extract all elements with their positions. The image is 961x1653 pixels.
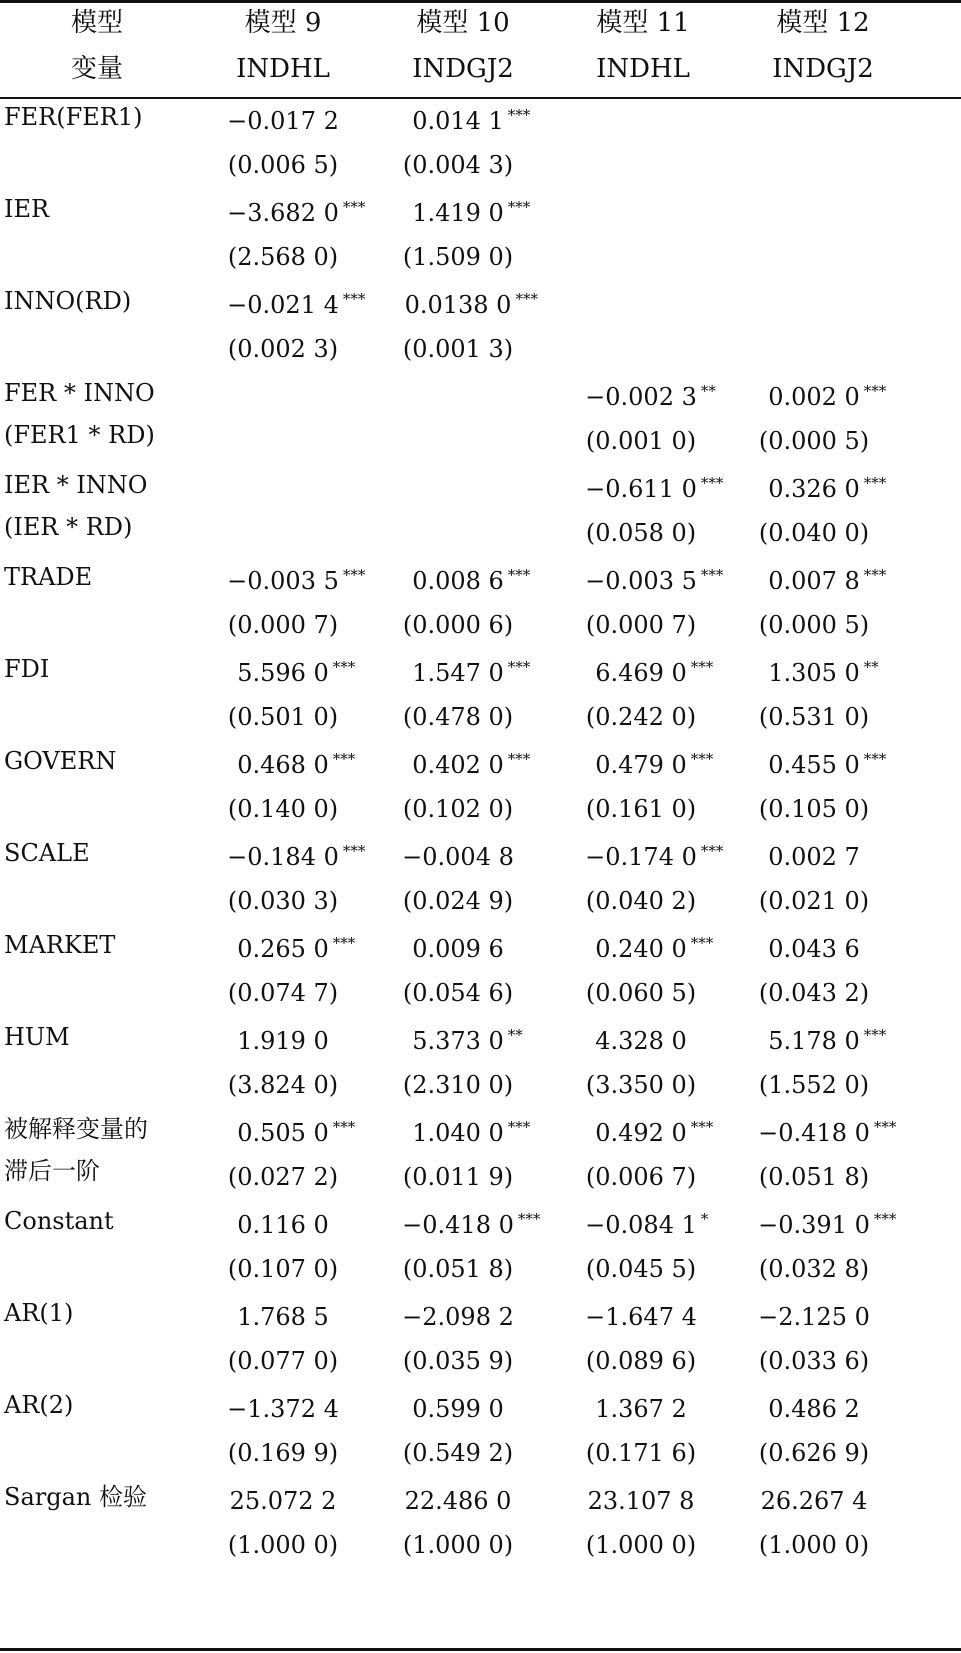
row-label: MARKET (4, 931, 116, 959)
significance-stars: * (700, 1210, 709, 1228)
significance-stars: *** (507, 750, 531, 768)
header-model-cell: 模型 9 (244, 8, 322, 38)
std-error-value: (0.035 9) (402, 1347, 514, 1375)
std-error-value: (0.060 5) (585, 979, 697, 1007)
table-bottom-rule (0, 1648, 961, 1651)
significance-stars: *** (507, 198, 531, 216)
coef-value: −0.002 3 ** (585, 382, 697, 412)
std-error-value: (0.531 0) (758, 703, 870, 731)
coef-value: 0.014 1 *** (412, 106, 504, 136)
coef-value: 0.492 0 *** (595, 1118, 687, 1148)
significance-stars: *** (690, 658, 714, 676)
std-error-value: (0.006 7) (585, 1163, 697, 1191)
std-error-value: (0.171 6) (585, 1439, 697, 1467)
coef-value: −0.017 2 (227, 107, 339, 135)
significance-stars: ** (507, 1026, 523, 1044)
coef-value: 4.328 0 (595, 1027, 687, 1055)
row-label: (FER1 * RD) (4, 421, 155, 449)
header-model-cell: 模型 (70, 8, 124, 38)
coef-value: −0.611 0 *** (585, 474, 697, 504)
coef-value: 0.008 6 *** (412, 566, 504, 596)
std-error-value: (0.054 6) (402, 979, 514, 1007)
coef-value: −0.003 5 *** (585, 566, 697, 596)
coef-value: 25.072 2 (229, 1487, 337, 1515)
coef-value: −0.174 0 *** (585, 842, 697, 872)
coef-value: 5.596 0 *** (237, 658, 329, 688)
significance-stars: *** (507, 106, 531, 124)
header-variable-cell: INDHL (596, 54, 690, 84)
coef-value: 0.505 0 *** (237, 1118, 329, 1148)
coef-value: −0.004 8 (402, 843, 514, 871)
significance-stars: *** (700, 474, 724, 492)
table-header-rule (0, 97, 961, 99)
significance-stars: *** (332, 750, 356, 768)
row-label: INNO(RD) (4, 287, 132, 315)
std-error-value: (0.024 9) (402, 887, 514, 915)
coef-value: 0.007 8 *** (768, 566, 860, 596)
std-error-value: (0.033 6) (758, 1347, 870, 1375)
std-error-value: (0.000 7) (227, 611, 339, 639)
significance-stars: *** (342, 566, 366, 584)
coef-value: 26.267 4 (760, 1487, 868, 1515)
significance-stars: *** (507, 566, 531, 584)
significance-stars: *** (863, 566, 887, 584)
std-error-value: (3.350 0) (585, 1071, 697, 1099)
significance-stars: *** (515, 290, 538, 308)
coef-value: 0.116 0 (237, 1211, 329, 1239)
significance-stars: *** (690, 1118, 714, 1136)
std-error-value: (0.051 8) (402, 1255, 514, 1283)
significance-stars: *** (863, 382, 887, 400)
coef-value: 0.240 0 *** (595, 934, 687, 964)
significance-stars: *** (342, 842, 366, 860)
significance-stars: *** (332, 1118, 356, 1136)
significance-stars: *** (690, 750, 714, 768)
row-label: FER * INNO (4, 379, 155, 407)
significance-stars: *** (700, 842, 724, 860)
significance-stars: *** (507, 1118, 531, 1136)
std-error-value: (0.011 9) (402, 1163, 514, 1191)
row-label: Constant (4, 1207, 114, 1235)
row-label: IER * INNO (4, 471, 148, 499)
coef-value: −0.003 5 *** (227, 566, 339, 596)
header-variable-cell: INDHL (236, 54, 330, 84)
coef-value: 5.373 0 ** (412, 1026, 504, 1056)
coef-value: 5.178 0 *** (768, 1026, 860, 1056)
coef-value: 0.009 6 (412, 935, 504, 963)
std-error-value: (0.107 0) (227, 1255, 339, 1283)
row-label: TRADE (4, 563, 93, 591)
std-error-value: (0.001 3) (402, 335, 514, 363)
row-label: FER(FER1) (4, 103, 143, 131)
significance-stars: ** (700, 382, 716, 400)
coef-value: 0.455 0 *** (768, 750, 860, 780)
significance-stars: *** (863, 1026, 887, 1044)
coef-value: 0.043 6 (768, 935, 860, 963)
std-error-value: (1.000 0) (227, 1531, 339, 1559)
row-label: HUM (4, 1023, 70, 1051)
coef-value: 0.0138 0 *** (405, 290, 512, 320)
std-error-value: (0.043 2) (758, 979, 870, 1007)
std-error-value: (0.074 7) (227, 979, 339, 1007)
significance-stars: *** (342, 198, 366, 216)
std-error-value: (0.549 2) (402, 1439, 514, 1467)
std-error-value: (0.501 0) (227, 703, 339, 731)
header-model-cell: 模型 12 (776, 8, 870, 38)
std-error-value: (0.102 0) (402, 795, 514, 823)
coef-value: 1.768 5 (237, 1303, 329, 1331)
significance-stars: ** (863, 658, 879, 676)
coef-value: 0.486 2 (768, 1395, 860, 1423)
std-error-value: (0.058 0) (585, 519, 697, 547)
row-label: SCALE (4, 839, 90, 867)
std-error-value: (0.002 3) (227, 335, 339, 363)
significance-stars: *** (873, 1210, 897, 1228)
std-error-value: (0.001 0) (585, 427, 697, 455)
coef-value: 0.002 7 (768, 843, 860, 871)
std-error-value: (0.000 5) (758, 427, 870, 455)
significance-stars: *** (342, 290, 366, 308)
std-error-value: (0.478 0) (402, 703, 514, 731)
coef-value: −2.125 0 (758, 1303, 870, 1331)
row-label: AR(1) (4, 1299, 74, 1327)
coef-value: −2.098 2 (402, 1303, 514, 1331)
std-error-value: (0.626 9) (758, 1439, 870, 1467)
coef-value: 1.547 0 *** (412, 658, 504, 688)
coef-value: 0.265 0 *** (237, 934, 329, 964)
std-error-value: (0.169 9) (227, 1439, 339, 1467)
std-error-value: (1.000 0) (402, 1531, 514, 1559)
std-error-value: (0.105 0) (758, 795, 870, 823)
row-label: 滞后一阶 (4, 1157, 100, 1185)
significance-stars: *** (863, 750, 887, 768)
significance-stars: *** (690, 934, 714, 952)
row-label: IER (4, 195, 50, 223)
coef-value: 0.402 0 *** (412, 750, 504, 780)
std-error-value: (0.051 8) (758, 1163, 870, 1191)
std-error-value: (0.021 0) (758, 887, 870, 915)
row-label: FDI (4, 655, 50, 683)
row-label: GOVERN (4, 747, 117, 775)
coef-value: 1.040 0 *** (412, 1118, 504, 1148)
significance-stars: *** (873, 1118, 897, 1136)
std-error-value: (0.161 0) (585, 795, 697, 823)
coef-value: 1.419 0 *** (412, 198, 504, 228)
row-label: Sargan 检验 (4, 1483, 147, 1511)
std-error-value: (0.040 2) (585, 887, 697, 915)
significance-stars: *** (517, 1210, 541, 1228)
header-model-cell: 模型 10 (416, 8, 510, 38)
coef-value: 0.599 0 (412, 1395, 504, 1423)
std-error-value: (0.030 3) (227, 887, 339, 915)
coef-value: 1.919 0 (237, 1027, 329, 1055)
coef-value: 6.469 0 *** (595, 658, 687, 688)
coef-value: −0.418 0 *** (402, 1210, 514, 1240)
std-error-value: (1.509 0) (402, 243, 514, 271)
coef-value: 0.326 0 *** (768, 474, 860, 504)
significance-stars: *** (332, 934, 356, 952)
coef-value: 23.107 8 (587, 1487, 695, 1515)
std-error-value: (1.000 0) (758, 1531, 870, 1559)
std-error-value: (0.040 0) (758, 519, 870, 547)
std-error-value: (0.089 6) (585, 1347, 697, 1375)
significance-stars: *** (863, 474, 887, 492)
std-error-value: (2.568 0) (227, 243, 339, 271)
coef-value: −0.084 1 * (585, 1210, 697, 1240)
significance-stars: *** (507, 658, 531, 676)
table-top-rule (0, 0, 961, 3)
std-error-value: (3.824 0) (227, 1071, 339, 1099)
coef-value: 22.486 0 (404, 1487, 512, 1515)
std-error-value: (0.027 2) (227, 1163, 339, 1191)
significance-stars: *** (700, 566, 724, 584)
header-variable-cell: INDGJ2 (772, 54, 874, 84)
coef-value: 0.002 0 *** (768, 382, 860, 412)
coef-value: 0.479 0 *** (595, 750, 687, 780)
std-error-value: (0.077 0) (227, 1347, 339, 1375)
coef-value: −1.372 4 (227, 1395, 339, 1423)
std-error-value: (0.140 0) (227, 795, 339, 823)
coef-value: −1.647 4 (585, 1303, 697, 1331)
std-error-value: (0.045 5) (585, 1255, 697, 1283)
significance-stars: *** (332, 658, 356, 676)
coef-value: 1.367 2 (595, 1395, 687, 1423)
std-error-value: (2.310 0) (402, 1071, 514, 1099)
coef-value: −0.184 0 *** (227, 842, 339, 872)
coef-value: −0.021 4 *** (227, 290, 339, 320)
std-error-value: (1.000 0) (585, 1531, 697, 1559)
std-error-value: (0.242 0) (585, 703, 697, 731)
std-error-value: (0.032 8) (758, 1255, 870, 1283)
header-model-cell: 模型 11 (596, 8, 690, 38)
std-error-value: (0.000 5) (758, 611, 870, 639)
std-error-value: (0.006 5) (227, 151, 339, 179)
coef-value: 1.305 0 ** (768, 658, 860, 688)
header-variable-cell: INDGJ2 (412, 54, 514, 84)
std-error-value: (0.000 6) (402, 611, 514, 639)
coef-value: −3.682 0 *** (227, 198, 339, 228)
coef-value: −0.391 0 *** (758, 1210, 870, 1240)
coef-value: 0.468 0 *** (237, 750, 329, 780)
std-error-value: (0.000 7) (585, 611, 697, 639)
std-error-value: (0.004 3) (402, 151, 514, 179)
row-label: 被解释变量的 (4, 1115, 148, 1143)
row-label: AR(2) (4, 1391, 74, 1419)
std-error-value: (1.552 0) (758, 1071, 870, 1099)
header-variable-cell: 变量 (70, 54, 124, 84)
coef-value: −0.418 0 *** (758, 1118, 870, 1148)
row-label: (IER * RD) (4, 513, 133, 541)
